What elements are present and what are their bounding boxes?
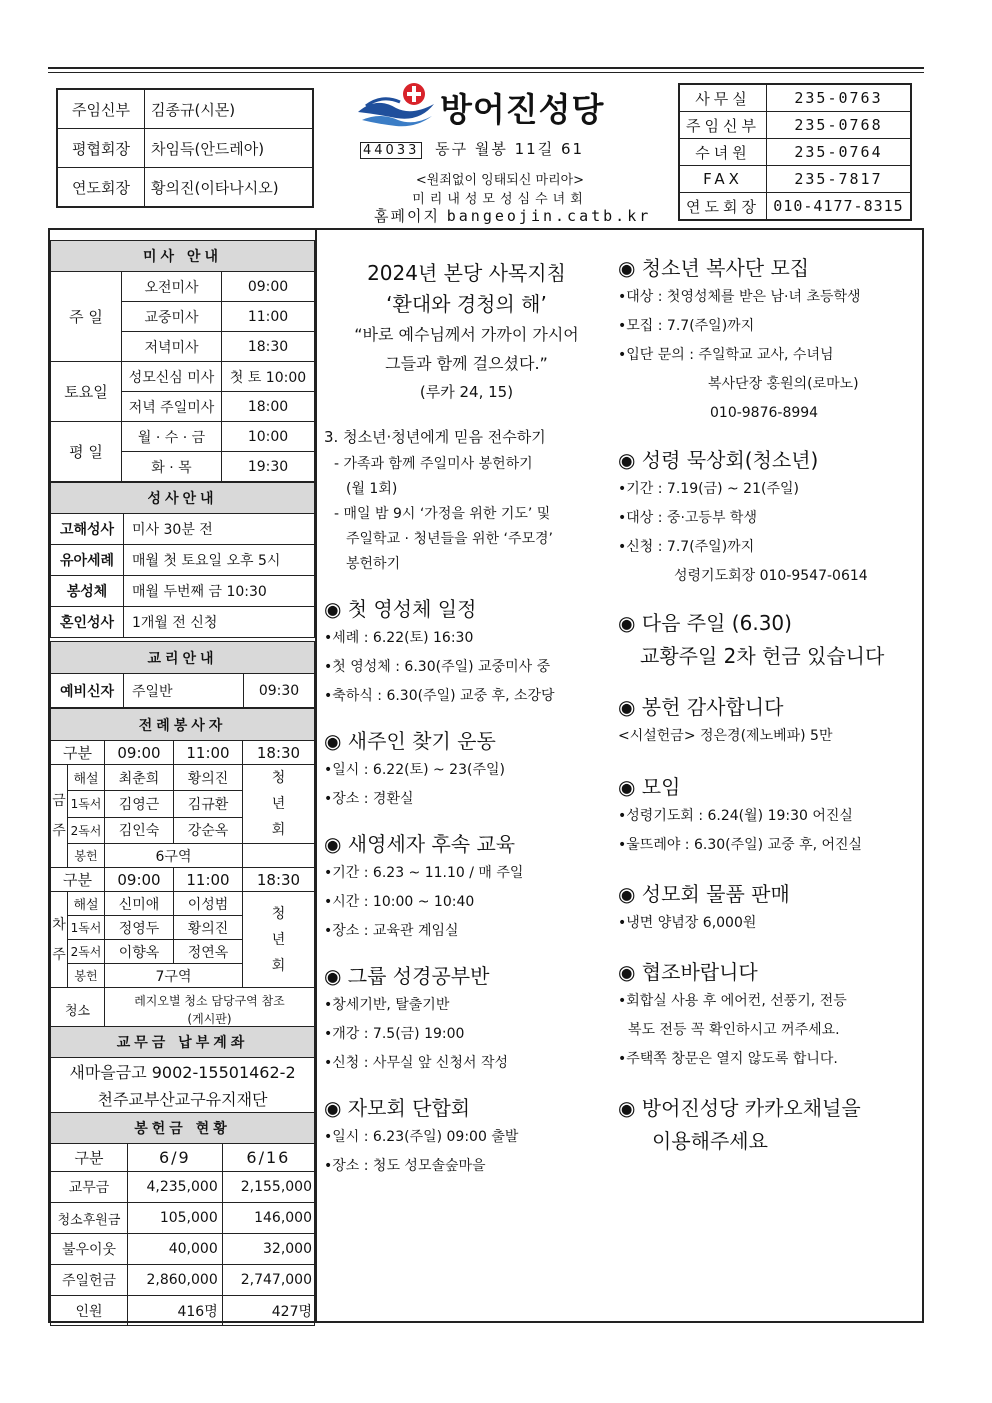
liturgy-head: 구분 bbox=[51, 868, 105, 892]
liturgy-role: 2독서 bbox=[68, 817, 105, 843]
liturgy-role: 2독서 bbox=[68, 940, 105, 964]
column-divider bbox=[315, 229, 317, 1322]
liturgy-person: 김영근 bbox=[105, 791, 174, 817]
quote-line: “바로 예수님께서 가까이 가시어 bbox=[354, 325, 579, 344]
section-title: ◉ 청소년 복사단 모집 bbox=[618, 256, 810, 280]
offering-value: 2,747,000 bbox=[222, 1265, 314, 1296]
liturgy-head: 구분 bbox=[51, 741, 105, 765]
youth-char: 년 bbox=[271, 931, 286, 948]
offering-value: 2,155,000 bbox=[222, 1172, 314, 1203]
week-char: 금 bbox=[52, 793, 66, 809]
mass-time: 19:30 bbox=[222, 452, 315, 482]
staff-name: 김종규(시몬) bbox=[145, 89, 314, 129]
offering-value: 2,860,000 bbox=[128, 1265, 223, 1296]
convent: 미리내성모성심수녀회 bbox=[412, 192, 588, 207]
offering-value: 146,000 bbox=[222, 1203, 314, 1234]
phone-label: 연도회장 bbox=[679, 193, 767, 221]
section-item: 복사단장 홍원의(로마노) bbox=[708, 376, 859, 392]
mass-time: 10:00 bbox=[222, 422, 315, 452]
weekday-label: 평 일 bbox=[51, 422, 122, 482]
section-item: 성령기도회장 010-9547-0614 bbox=[674, 568, 868, 584]
section-item: •주택쪽 창문은 열지 않도록 합니다. bbox=[618, 1051, 838, 1067]
liturgy-person: 신미애 bbox=[105, 892, 174, 916]
motto: <원죄없이 잉태되신 마리아> bbox=[415, 173, 585, 188]
staff-role: 주임신부 bbox=[57, 89, 145, 129]
pastoral-title: 2024년 본당 사목지침 bbox=[367, 261, 566, 285]
doctrine-name: 예비신자 bbox=[51, 674, 124, 708]
mass-time: 첫 토 10:00 bbox=[222, 362, 315, 392]
liturgy-role: 1독서 bbox=[68, 916, 105, 940]
doctrine-time: 09:30 bbox=[244, 674, 315, 708]
cleaning-text: (게시판) bbox=[187, 1011, 232, 1026]
youth-char: 청 bbox=[271, 770, 286, 786]
section-item: • 개강 : 7.5(금) 19:00 bbox=[324, 1020, 609, 1049]
mass-table bbox=[50, 240, 315, 482]
doctrine-table bbox=[50, 641, 315, 708]
section-item: • 기간 : 7.19(금) ~ 21(주일) bbox=[618, 475, 918, 504]
liturgy-role: 봉헌 bbox=[68, 964, 105, 988]
offering-value: 40,000 bbox=[128, 1234, 223, 1265]
homepage-line bbox=[374, 205, 651, 226]
offering-value: 32,000 bbox=[222, 1234, 314, 1265]
liturgy-person: 이성범 bbox=[174, 892, 243, 916]
liturgy-role: 1독서 bbox=[68, 791, 105, 817]
week2-label bbox=[51, 892, 68, 988]
liturgy-person: 황의진 bbox=[174, 765, 243, 791]
offering-item: 불우이웃 bbox=[51, 1234, 128, 1265]
phone-label: 수녀원 bbox=[679, 139, 767, 166]
section-item: •회합실 사용 후 에어컨, 선풍기, 전등 bbox=[618, 993, 847, 1009]
section-item: • 냉면 양념장 6,000원 bbox=[618, 909, 918, 938]
point-line: 봉헌하기 bbox=[346, 556, 401, 572]
youth-group bbox=[243, 892, 315, 988]
section-item: • 시간 : 10:00 ~ 10:40 bbox=[324, 888, 609, 917]
sacrament-title: 성사안내 bbox=[51, 483, 315, 514]
staff-role: 연도회장 bbox=[57, 168, 145, 208]
youth-char: 회 bbox=[271, 957, 286, 974]
liturgy-role: 해설 bbox=[68, 892, 105, 916]
section-item: • 일시 : 6.22(토) ~ 23(주일) bbox=[324, 756, 609, 785]
account-table bbox=[50, 1026, 315, 1114]
mass-name: 오전미사 bbox=[122, 272, 222, 302]
section-item: • 장소 : 교육관 계임실 bbox=[324, 917, 609, 946]
staff-name: 차임득(안드레아) bbox=[145, 129, 314, 168]
phone-label: 사무실 bbox=[679, 84, 767, 112]
sacrament-name: 고해성사 bbox=[51, 514, 124, 545]
mass-time: 18:00 bbox=[222, 392, 315, 422]
week1-label bbox=[51, 765, 68, 868]
section-item: 교황주일 2차 헌금 있습니다 bbox=[640, 644, 885, 668]
point-line: - 매일 밤 9시 ‘가정을 위한 기도’ 및 bbox=[334, 506, 551, 522]
section-title: ◉ 그룹 성경공부반 bbox=[324, 964, 490, 988]
offering-title: 봉헌금 현황 bbox=[51, 1113, 315, 1144]
saturday-label: 토요일 bbox=[51, 362, 122, 422]
doctrine-title: 교리안내 bbox=[51, 642, 315, 674]
offering-value: 4,235,000 bbox=[128, 1172, 223, 1203]
mass-time: 11:00 bbox=[222, 302, 315, 332]
week-char: 주 bbox=[52, 946, 66, 963]
mass-time: 18:30 bbox=[222, 332, 315, 362]
staff-role: 평협회장 bbox=[57, 129, 145, 168]
staff-name: 황의진(이타나시오) bbox=[145, 168, 314, 208]
mass-time: 09:00 bbox=[222, 272, 315, 302]
section-title: ◉ 방어진성당 카카오채널을 bbox=[618, 1096, 861, 1120]
doctrine-class: 주일반 bbox=[124, 674, 244, 708]
liturgy-person: 김규환 bbox=[174, 791, 243, 817]
section-item: • 입단 문의 : 주일학교 교사, 수녀님 bbox=[618, 341, 918, 370]
offer-district: 6구역 bbox=[105, 844, 243, 868]
mass-name: 저녁미사 bbox=[122, 332, 222, 362]
sacrament-info: 매월 첫 토요일 오후 5시 bbox=[124, 545, 315, 576]
week-char: 차 bbox=[52, 916, 66, 933]
section-item: • 첫 영성체 : 6.30(주일) 교중미사 중 bbox=[324, 653, 609, 682]
mass-name: 저녁 주일미사 bbox=[122, 392, 222, 422]
point-line: (월 1회) bbox=[346, 481, 398, 497]
point-line: - 가족과 함께 주일미사 봉헌하기 bbox=[334, 456, 533, 472]
homepage-label: 홈페이지 bbox=[374, 207, 440, 225]
section-item: • 성령기도회 : 6.24(월) 19:30 어진실 bbox=[618, 802, 918, 831]
liturgy-person: 정연옥 bbox=[174, 940, 243, 964]
account-holder: 천주교부산교구유지재단 bbox=[97, 1090, 268, 1109]
account-info bbox=[51, 1058, 315, 1115]
section-title: ◉ 성령 묵상회(청소년) bbox=[618, 448, 819, 472]
section-item: • 신청 : 사무실 앞 신청서 작성 bbox=[324, 1049, 609, 1078]
section-item: • 일시 : 6.23(주일) 09:00 출발 bbox=[324, 1123, 609, 1152]
liturgy-head: 18:30 bbox=[243, 741, 315, 765]
offering-value: 105,000 bbox=[128, 1203, 223, 1234]
sacrament-info: 매월 두번째 금 10:30 bbox=[124, 576, 315, 607]
offer-district: 7구역 bbox=[105, 964, 243, 988]
cleaning-label: 청소 bbox=[51, 988, 105, 1032]
top-rule-thin bbox=[48, 72, 924, 73]
mass-name: 월 · 수 · 금 bbox=[122, 422, 222, 452]
section-item: 010-9876-8994 bbox=[710, 405, 819, 421]
youth-group bbox=[243, 765, 315, 844]
quote-line: 그들과 함께 걸으셨다.” bbox=[385, 354, 548, 373]
mass-name: 성모신심 미사 bbox=[122, 362, 222, 392]
liturgy-person: 김인숙 bbox=[105, 817, 174, 843]
phone-number: 010-4177-8315 bbox=[767, 193, 912, 221]
liturgy-person: 강순옥 bbox=[174, 817, 243, 843]
offering-value: 416명 bbox=[128, 1296, 223, 1326]
liturgy-title: 전례봉사자 bbox=[51, 709, 315, 741]
liturgy-table bbox=[50, 708, 315, 1032]
section-item: • 대상 : 중·고등부 학생 bbox=[618, 504, 918, 533]
account-number: 새마을금고 9002-15501462-2 bbox=[69, 1063, 296, 1082]
parish-title: 방어진성당 bbox=[440, 90, 605, 129]
offering-head: 구분 bbox=[51, 1144, 128, 1172]
address-line bbox=[360, 138, 650, 159]
address: 동구 월봉 11길 61 bbox=[435, 140, 585, 158]
week-char: 주 bbox=[52, 823, 66, 839]
phone-number: 235-0768 bbox=[767, 112, 912, 139]
youth-char: 청 bbox=[271, 905, 286, 922]
section-title: ◉ 성모회 물품 판매 bbox=[618, 882, 790, 906]
phone-number: 235-7817 bbox=[767, 166, 912, 193]
liturgy-person: 황의진 bbox=[174, 916, 243, 940]
cleaning-text: 레지오별 청소 담당구역 참조 bbox=[134, 993, 285, 1008]
sacrament-name: 혼인성사 bbox=[51, 607, 124, 638]
sacrament-table bbox=[50, 482, 315, 638]
mass-name: 교중미사 bbox=[122, 302, 222, 332]
cleaning-info bbox=[105, 988, 315, 1032]
section-item: • 대상 : 첫영성체를 받은 남·녀 초등학생 bbox=[618, 283, 918, 312]
youth-char: 년 bbox=[271, 796, 286, 812]
phone-table bbox=[678, 83, 912, 221]
section-title: ◉ 다음 주일 (6.30) bbox=[618, 611, 792, 635]
point-line: 주일학교 · 청년들을 위한 ‘주모경’ bbox=[346, 531, 553, 547]
phone-number: 235-0763 bbox=[767, 84, 912, 112]
right-column bbox=[618, 254, 918, 1156]
liturgy-head: 18:30 bbox=[243, 868, 315, 892]
section-item: <시설헌금> 정은경(제노베파) 5만 bbox=[618, 728, 833, 744]
section-title: ◉ 협조바랍니다 bbox=[618, 960, 758, 984]
liturgy-head: 09:00 bbox=[105, 741, 174, 765]
sacrament-name: 봉성체 bbox=[51, 576, 124, 607]
section-item: 이용해주세요 bbox=[652, 1129, 768, 1153]
middle-column bbox=[324, 258, 609, 1181]
section-item: • 장소 : 경환실 bbox=[324, 785, 609, 814]
liturgy-head: 11:00 bbox=[174, 741, 243, 765]
account-title: 교무금 납부계좌 bbox=[51, 1027, 315, 1058]
section-item: • 신청 : 7.7(주일)까지 bbox=[618, 533, 918, 562]
youth-char: 회 bbox=[271, 822, 286, 838]
phone-label: 주임신부 bbox=[679, 112, 767, 139]
pastoral-theme: ‘환대와 경청의 해’ bbox=[386, 292, 547, 316]
quote-ref: (루카 24, 15) bbox=[419, 383, 514, 401]
liturgy-person: 최춘희 bbox=[105, 765, 174, 791]
section-title: ◉ 자모회 단합회 bbox=[324, 1096, 471, 1120]
section-item: • 세례 : 6.22(토) 16:30 bbox=[324, 624, 609, 653]
sacrament-name: 유아세례 bbox=[51, 545, 124, 576]
liturgy-head: 11:00 bbox=[174, 868, 243, 892]
postal-code: 44033 bbox=[360, 142, 422, 159]
sunday-label: 주 일 bbox=[51, 272, 122, 362]
phone-number: 235-0764 bbox=[767, 139, 912, 166]
section-item: • 창세기반, 탈출기반 bbox=[324, 991, 609, 1020]
parish-logo-icon bbox=[356, 82, 436, 128]
top-rule bbox=[48, 67, 924, 69]
pastoral-point: 3. 청소년·청년에게 믿음 전수하기 bbox=[324, 428, 546, 446]
mass-title: 미사 안내 bbox=[51, 241, 315, 272]
liturgy-person: 이향옥 bbox=[105, 940, 174, 964]
homepage-link[interactable]: bangeojin.catb.kr bbox=[446, 207, 652, 225]
phone-label: FAX bbox=[679, 166, 767, 193]
offering-item: 주일헌금 bbox=[51, 1265, 128, 1296]
mass-name: 화 · 목 bbox=[122, 452, 222, 482]
section-item: • 기간 : 6.23 ~ 11.10 / 매 주일 bbox=[324, 859, 609, 888]
section-title: ◉ 첫 영성체 일정 bbox=[324, 597, 477, 621]
liturgy-head: 09:00 bbox=[105, 868, 174, 892]
section-title: ◉ 새주인 찾기 운동 bbox=[324, 729, 496, 753]
offering-value: 427명 bbox=[222, 1296, 314, 1326]
section-title: ◉ 봉헌 감사합니다 bbox=[618, 695, 784, 719]
section-title: ◉ 새영세자 후속 교육 bbox=[324, 832, 516, 856]
staff-table bbox=[56, 88, 314, 208]
sacrament-info: 1개월 전 신청 bbox=[124, 607, 315, 638]
section-item: • 모집 : 7.7(주일)까지 bbox=[618, 312, 918, 341]
offering-item: 청소후원금 bbox=[51, 1203, 128, 1234]
offering-head: 6/16 bbox=[222, 1144, 314, 1172]
section-title: ◉ 모임 bbox=[618, 775, 681, 799]
section-item: • 축하식 : 6.30(주일) 교중 후, 소강당 bbox=[324, 682, 609, 711]
offering-item: 인원 bbox=[51, 1296, 128, 1326]
offering-head: 6/9 bbox=[128, 1144, 223, 1172]
offering-item: 교무금 bbox=[51, 1172, 128, 1203]
section-item: • 장소 : 청도 성모솔숲마을 bbox=[324, 1152, 609, 1181]
section-item: 복도 전등 꼭 확인하시고 꺼주세요. bbox=[628, 1022, 840, 1038]
point-details bbox=[324, 452, 609, 577]
liturgy-person: 정영두 bbox=[105, 916, 174, 940]
liturgy-role: 해설 bbox=[68, 765, 105, 791]
section-item: • 울뜨레야 : 6.30(주일) 교중 후, 어진실 bbox=[618, 831, 918, 860]
sacrament-info: 미사 30분 전 bbox=[124, 514, 315, 545]
liturgy-role: 봉헌 bbox=[68, 844, 105, 868]
offering-table bbox=[50, 1112, 315, 1326]
